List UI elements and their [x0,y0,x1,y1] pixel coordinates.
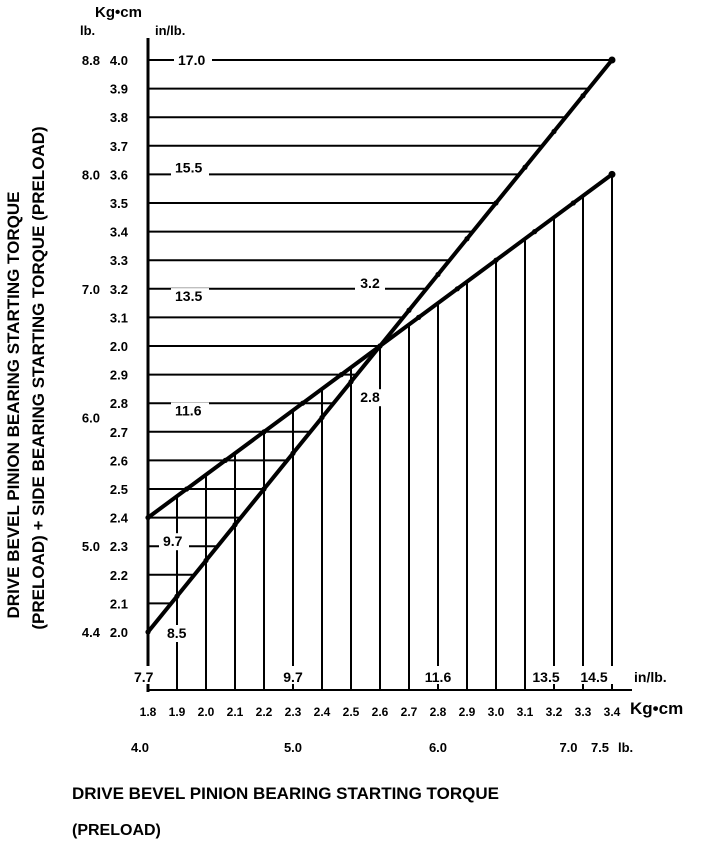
intersection-dot [339,372,344,377]
x-unit-inlb: in/lb. [634,669,667,685]
y-kgcm-tick-label: 3.6 [109,167,128,183]
y-kgcm-tick-label: 3.8 [109,110,128,126]
intersection-dot [232,522,237,527]
y-kgcm-tick-label: 3.9 [109,81,128,97]
intersection-dot [609,172,614,177]
y-kgcm-tick-label: 2.0 [109,339,128,354]
x-lb-tick-label: 7.0 [559,740,578,755]
intersection-dot [532,229,537,234]
intersection-dot [406,308,411,313]
y-inlb-label: 11.6 [175,402,202,419]
x-kgcm-tick-label: 2.6 [371,705,389,719]
x-unit-lb: lb. [618,740,634,755]
y-kgcm-tick-label: 3.1 [109,310,128,326]
x-kgcm-tick-label: 3.2 [545,705,563,719]
x-inlb-tick-label: 9.7 [283,669,303,685]
y-inlb-label: 15.5 [175,159,203,176]
x-kgcm-tick-label: 2.3 [284,705,302,719]
intersection-dot [145,629,150,634]
x-kgcm-tick-label: 2.5 [342,705,360,719]
y-kgcm-tick-label: 2.7 [109,424,128,440]
intersection-dot [290,451,295,456]
y-inlb-label: 13.5 [175,288,203,305]
y-kgcm-tick-label: 2.8 [109,396,128,412]
x-lb-tick-label: 5.0 [283,740,303,755]
x-kgcm-tick-label: 2.1 [226,705,244,719]
y-unit-kgcm: Kg•cm [95,4,142,21]
intersection-dot [571,200,576,205]
chart-grid [148,38,632,692]
x-kgcm-tick-label: 3.3 [574,705,592,719]
y-kgcm-tick-label: 3.3 [109,253,128,269]
intersection-dot [493,258,498,263]
x-kgcm-tick-label: 2.8 [429,705,447,719]
x-axis-title-line1: DRIVE BEVEL PINION BEARING STARTING TORQUE [72,784,499,803]
y-lb-tick-label: 6.0 [81,410,100,426]
intersection-dot [261,486,266,491]
x-kgcm-tick-label: 3.1 [516,705,534,719]
intersection-dot [551,129,556,134]
y-kgcm-tick-label: 2.3 [109,539,128,555]
y-inlb-label: 17.0 [178,52,206,68]
y-kgcm-tick-label: 2.1 [109,596,128,612]
intersection-dot [609,57,614,62]
x-kgcm-tick-label: 2.7 [400,705,418,719]
intersection-dot [319,415,324,420]
y-lb-tick-label: 7.0 [81,281,100,297]
y-kgcm-tick-label: 3.5 [109,196,128,211]
y-inlb-label: 9.7 [163,533,183,550]
x-lb-tick-label: 7.5 [590,740,610,755]
intersection-dot [580,93,585,98]
y-lb-tick-label: 5.0 [81,539,100,555]
x-lb-tick-label: 6.0 [428,740,448,755]
x-inlb-tick-label: 13.5 [532,669,560,685]
intersection-dot [145,515,150,520]
y-axis-title-line1: DRIVE BEVEL PINION BEARING STARTING TORQUE [4,191,23,619]
intersection-dot [348,379,353,384]
y-kgcm-tick-label: 3.7 [109,138,128,154]
x-kgcm-tick-label: 2.2 [255,705,273,719]
y-axis-title-line2: (PRELOAD) + SIDE BEARING STARTING TORQUE (PRELOAD) [29,126,48,630]
x-lb-tick-label: 4.0 [130,740,150,755]
y-lb-tick-label: 8.0 [81,167,100,183]
y-lb-tick-label: 4.4 [81,625,100,640]
diagonal-annotation: 2.8 [360,389,380,406]
y-unit-lb: lb. [80,23,96,38]
intersection-dot [522,165,527,170]
x-kgcm-tick-label: 2.0 [197,705,215,719]
x-unit-kgcm: Kg•cm [630,699,684,718]
intersection-dot [455,286,460,291]
y-kgcm-tick-label: 3.2 [109,281,128,297]
y-kgcm-tick-label: 4.0 [109,53,128,68]
y-lb-tick-label: 8.8 [81,53,100,68]
intersection-dot [377,343,382,348]
y-kgcm-tick-label: 2.0 [109,625,128,640]
x-kgcm-tick-label: 3.4 [603,705,621,719]
intersection-dot [184,486,189,491]
intersection-dot [203,558,208,563]
y-kgcm-tick-label: 2.5 [109,482,128,497]
y-kgcm-tick-label: 2.9 [109,367,128,383]
y-kgcm-tick-label: 2.4 [109,510,128,526]
intersection-dot [174,594,179,599]
intersection-dot [223,458,228,463]
x-inlb-tick-label: 11.6 [424,669,452,685]
intersection-dot [464,236,469,241]
x-kgcm-tick-label: 2.9 [458,705,476,719]
x-inlb-tick-label: 14.5 [580,669,608,685]
y-kgcm-tick-label: 2.2 [109,567,128,583]
y-kgcm-tick-label: 2.6 [109,453,128,469]
diagonal-annotation: 3.2 [360,274,380,291]
x-inlb-tick-label: 7.7 [134,669,154,685]
x-kgcm-tick-label: 3.0 [487,705,505,719]
intersection-dot [435,272,440,277]
y-unit-inlb: in/lb. [155,23,186,38]
x-kgcm-tick-label: 1.8 [139,705,157,719]
y-kgcm-tick-label: 3.4 [109,224,128,240]
y-inlb-label: 8.5 [167,625,187,641]
intersection-dot [261,429,266,434]
x-kgcm-tick-label: 2.4 [313,705,331,719]
intersection-dot [416,315,421,320]
intersection-dot [493,200,498,205]
x-kgcm-tick-label: 1.9 [168,705,186,719]
intersection-dot [300,401,305,406]
x-axis-title-line2: (PRELOAD) [72,822,161,839]
